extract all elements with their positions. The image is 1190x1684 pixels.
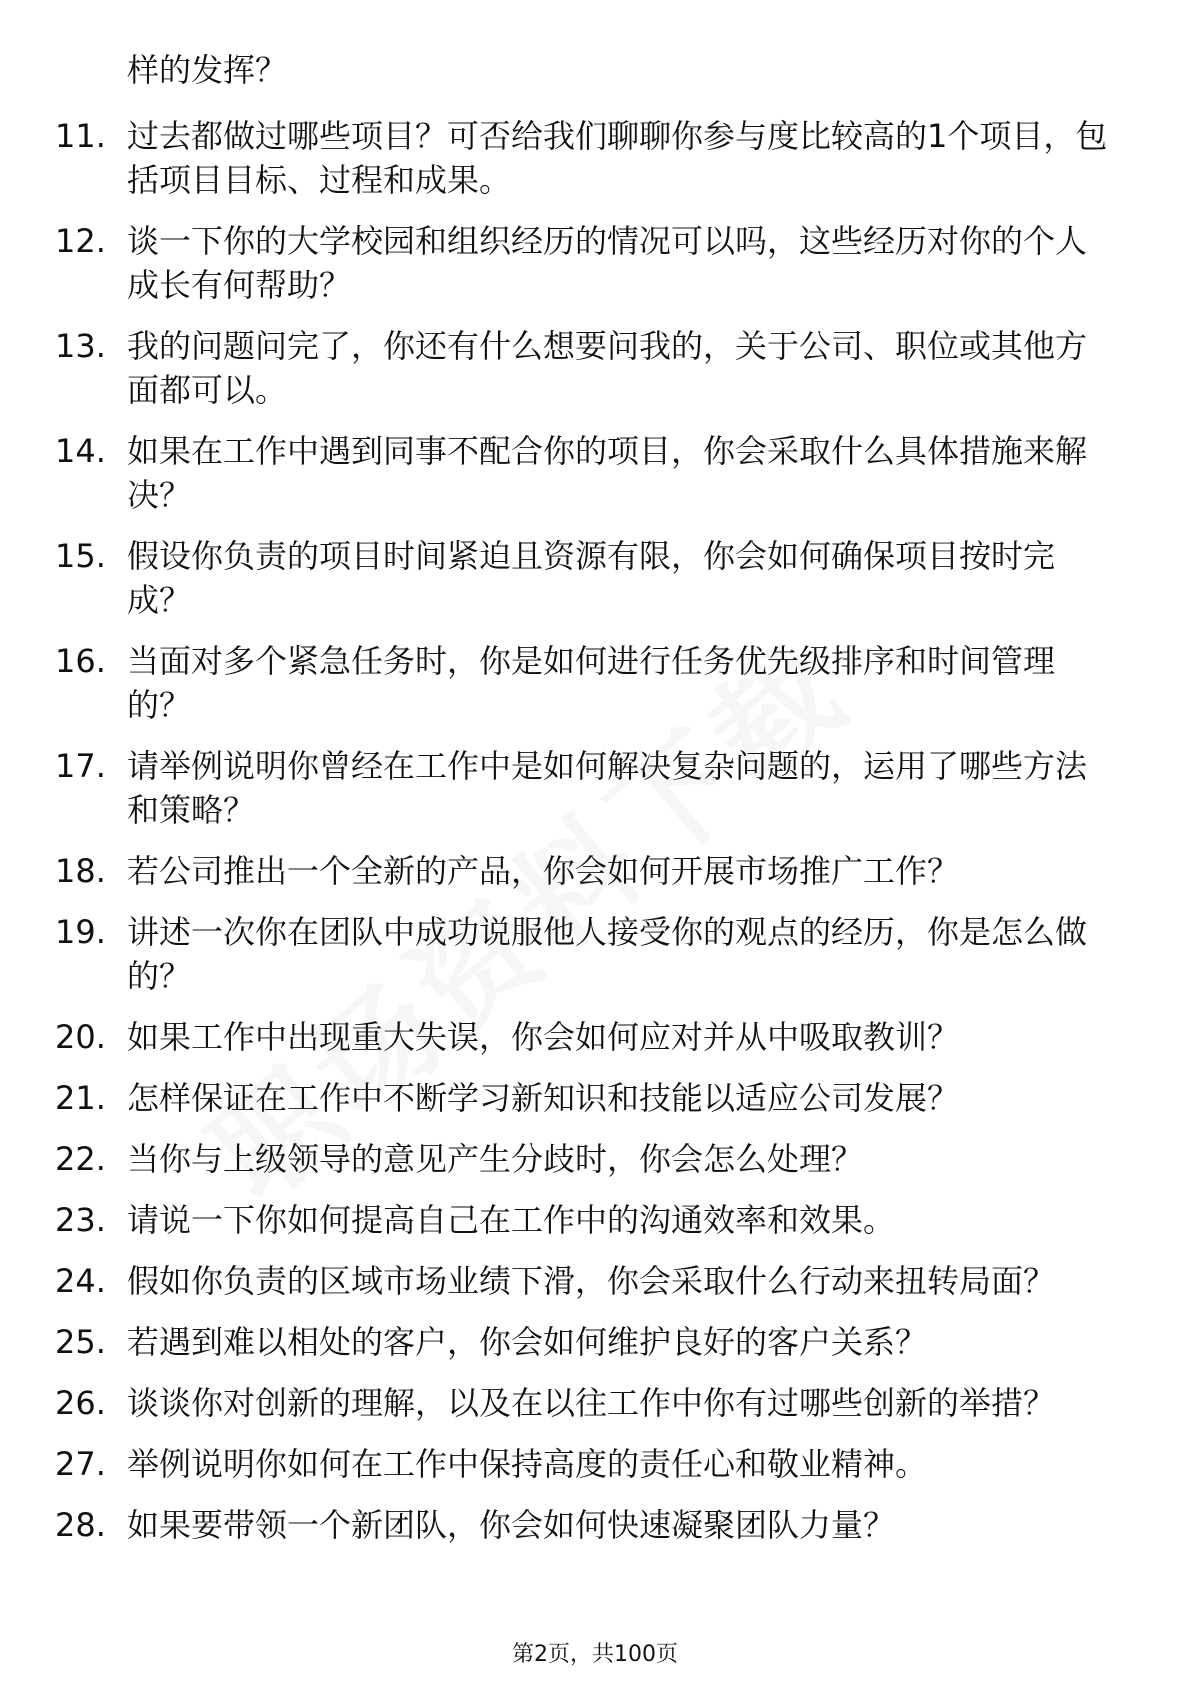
question-text: 若遇到难以相处的客户，你会如何维护良好的客户关系？ [127,1323,928,1361]
question-number: 20. [55,1018,106,1056]
question-item [0,1381,1190,1425]
question-text: 怎样保证在工作中不断学习新知识和技能以适应公司发展？ [127,1079,960,1117]
question-number: 15. [55,537,106,575]
question-item [0,1320,1190,1364]
question-number: 18. [55,852,106,890]
question-text: 谈一下你的大学校园和组织经历的情况可以吗，这些经历对你的个人成长有何帮助？ [127,222,1088,304]
question-text: 如果工作中出现重大失误，你会如何应对并从中吸取教训？ [127,1018,960,1056]
question-text: 如果在工作中遇到同事不配合你的项目，你会采取什么具体措施来解决？ [127,432,1088,514]
question-number: 26. [55,1384,106,1422]
question-item [0,849,1190,893]
question-item [0,1198,1190,1242]
question-number: 23. [55,1201,106,1239]
question-number: 14. [55,432,106,470]
question-number: 25. [55,1323,106,1361]
question-number: 13. [55,327,106,365]
question-item [0,219,1190,307]
question-text: 当面对多个紧急任务时，你是如何进行任务优先级排序和时间管理的？ [127,642,1056,724]
question-text: 请说一下你如何提高自己在工作中的沟通效率和效果。 [127,1201,896,1239]
question-item [0,1442,1190,1486]
question-text: 假如你负责的区域市场业绩下滑，你会采取什么行动来扭转局面？ [127,1262,1056,1300]
question-item [0,534,1190,622]
page-number-footer: 第2页，共100页 [512,1642,678,1667]
question-item [0,639,1190,727]
question-item [0,324,1190,412]
question-item [0,429,1190,517]
question-text: 我的问题问完了，你还有什么想要问我的，关于公司、职位或其他方面都可以。 [127,327,1088,409]
question-number: 16. [55,642,106,680]
question-text: 请举例说明你曾经在工作中是如何解决复杂问题的，运用了哪些方法和策略？ [127,747,1088,829]
question-item [0,1015,1190,1059]
question-text: 假设你负责的项目时间紧迫且资源有限，你会如何确保项目按时完成？ [127,537,1056,619]
question-item [0,1137,1190,1181]
question-number: 28. [55,1506,106,1544]
question-text: 讲述一次你在团队中成功说服他人接受你的观点的经历，你是怎么做的？ [127,913,1088,995]
question-text: 过去都做过哪些项目？可否给我们聊聊你参与度比较高的1个项目，包括项目目标、过程和成果。 [127,117,1108,199]
question-item [0,1076,1190,1120]
question-number: 21. [55,1079,106,1117]
question-text: 如果要带领一个新团队，你会如何快速凝聚团队力量？ [127,1506,896,1544]
question-number: 17. [55,747,106,785]
question-number: 19. [55,913,106,951]
question-list [0,114,1190,1564]
question-text: 若公司推出一个全新的产品，你会如何开展市场推广工作？ [127,852,960,890]
question-number: 12. [55,222,106,260]
question-text: 当你与上级领导的意见产生分歧时，你会怎么处理？ [127,1140,864,1178]
question-item [0,910,1190,998]
continuation-line: 样的发挥？ [127,51,288,89]
question-item [0,1259,1190,1303]
question-item [0,744,1190,832]
question-number: 27. [55,1445,106,1483]
question-text: 谈谈你对创新的理解，以及在以往工作中你有过哪些创新的举措？ [127,1384,1056,1422]
question-text: 举例说明你如何在工作中保持高度的责任心和敬业精神。 [127,1445,928,1483]
question-number: 22. [55,1140,106,1178]
question-item [0,1503,1190,1547]
question-number: 24. [55,1262,106,1300]
question-number: 11. [55,117,106,155]
question-item [0,114,1190,202]
